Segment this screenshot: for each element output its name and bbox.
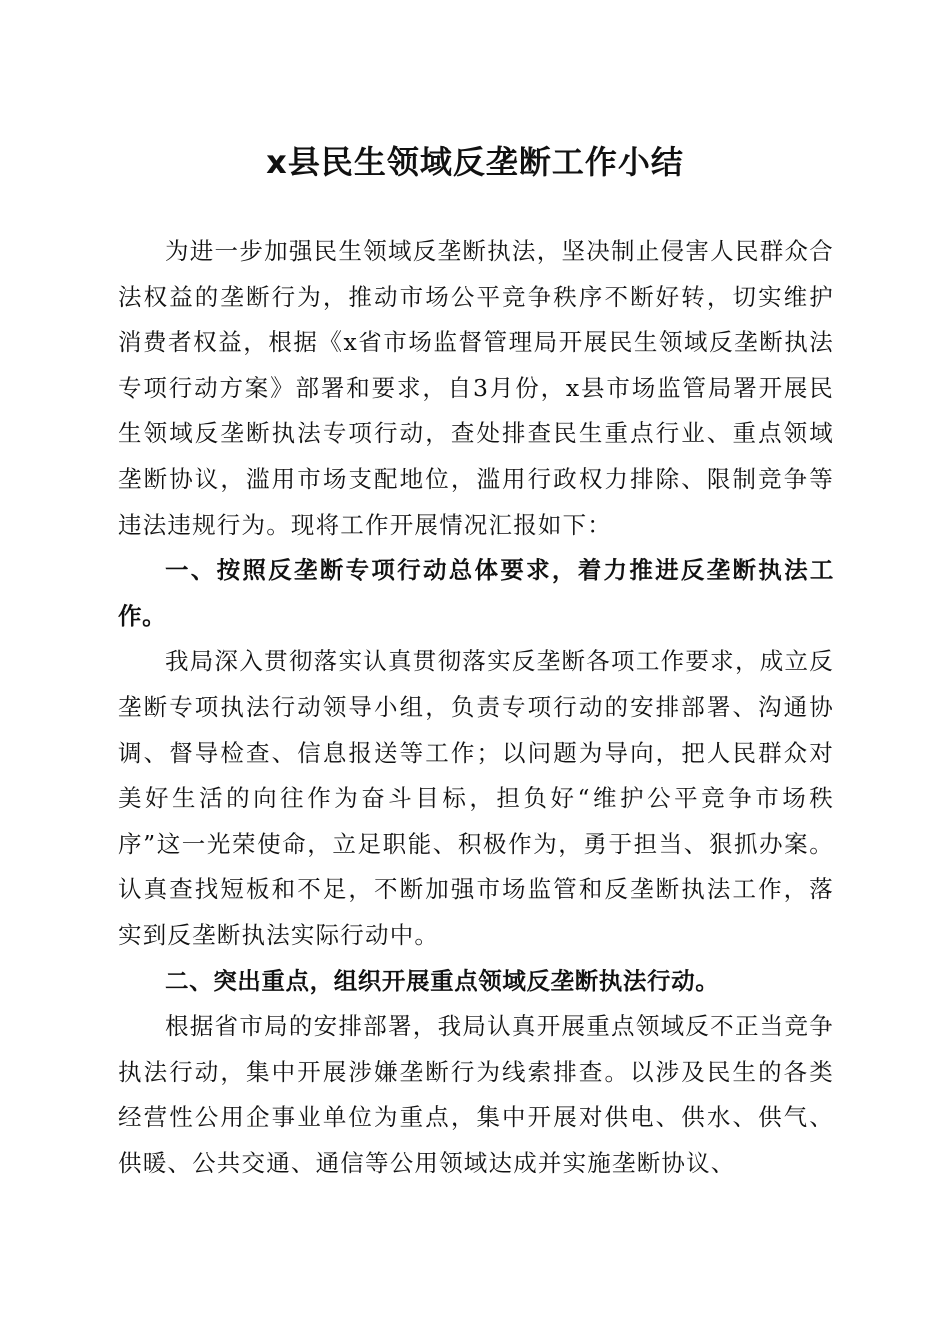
section-1-paragraph: 我局深入贯彻落实认真贯彻落实反垄断各项工作要求，成立反垄断专项执法行动领导小组，负责专项行动的安排部署、沟通协调、督导检查、信息报送等工作；以问题为导向，把人民群众对美好生活的向往作为奋斗目标，担负好“维护公平竞争市场秩序”这一光荣使命，立足职能、积极作为，勇于担当、狠抓办案。认真查找短板和不足，不断加强市场监管和反垄断执法工作，落实到反垄断执法实际行动中。 bbox=[118, 647, 834, 949]
document-title: x县民生领域反垄断工作小结 bbox=[266, 143, 684, 181]
section-heading-1: 一、按照反垄断专项行动总体要求，着力推进反垄断执法工作。 bbox=[118, 556, 834, 630]
intro-paragraph: 为进一步加强民生领域反垄断执法，坚决制止侵害人民群众合法权益的垄断行为，推动市场公平竞争秩序不断好转，切实维护消费者权益，根据《x省市场监督管理局开展民生领域反垄断执法专项行动方案》部署和要求，自3月份，x县市场监管局署开展民生领域反垄断执法专项行动，查处排查民生重点行业、重点领域垄断协议，滥用市场支配地位，滥用行政权力排除、限制竞争等违法违规行为。现将工作开展情况汇报如下： bbox=[118, 237, 834, 539]
section-heading-2: 二、突出重点，组织开展重点领域反垄断执法行动。 bbox=[165, 966, 720, 995]
section-2-paragraph: 根据省市局的安排部署，我局认真开展重点领域反不正当竞争执法行动，集中开展涉嫌垄断行为线索排查。以涉及民生的各类经营性公用企事业单位为重点，集中开展对供电、供水、供气、供暖、公共交通、通信等公用领域达成并实施垄断协议、 bbox=[118, 1012, 834, 1177]
document-body bbox=[118, 229, 834, 1186]
